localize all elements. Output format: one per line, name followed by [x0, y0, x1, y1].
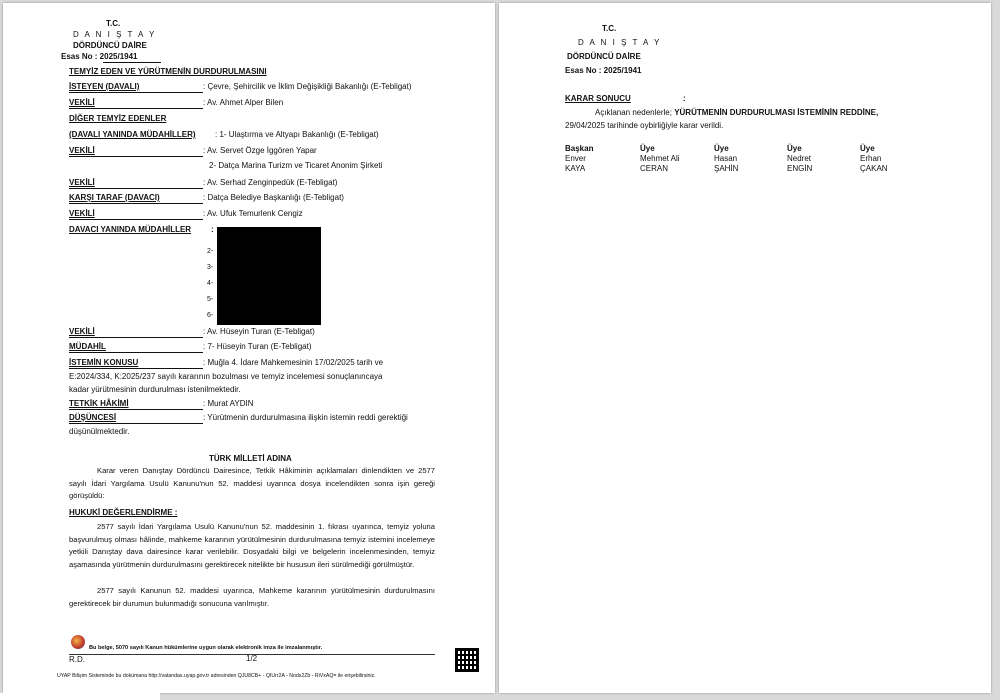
value-isteyen: : Çevre, Şehircilik ve İklim Değişikliği Bakanlığı (E-Tebligat): [203, 82, 412, 91]
label-vekili-2: VEKİLİ: [69, 146, 95, 155]
karar-text-line2: 29/04/2025 tarihinde oybirliğiyle karar verildi.: [565, 121, 724, 130]
e-signature-stamp-icon: [71, 635, 85, 649]
rule: [69, 352, 203, 353]
value-vekili-4: : Av. Ufuk Temurlenk Cengiz: [203, 209, 303, 218]
signatory-role: Üye: [860, 144, 875, 153]
rule: [69, 368, 203, 369]
header-tc: T.C.: [602, 24, 617, 33]
rule: [69, 423, 203, 424]
value-vekili-3: : Av. Serhad Zenginpedük (E-Tebligat): [203, 178, 338, 187]
istem-line-2: E:2024/334, K:2025/237 sayılı kararının bozulması ve temyiz incelemesi sonuçlanıncaya: [69, 372, 383, 381]
header-tc: T.C.: [106, 19, 121, 28]
signatory-last: ŞAHİN: [714, 164, 739, 173]
document-page-1: [3, 3, 495, 693]
signatory-first: Nedret: [787, 154, 812, 163]
value-davali-mudahil: : 1- Ulaştırma ve Altyapı Bakanlığı (E-Tebligat): [215, 130, 379, 139]
value-vekili: : Av. Ahmet Alper Bilen: [203, 98, 284, 107]
section-title: TEMYİZ EDEN VE YÜRÜTMENİN DURDURULMASINI: [69, 67, 267, 76]
signatory-last: ÇAKAN: [860, 164, 888, 173]
redacted-number: 5-: [207, 296, 214, 303]
hukuki-title: HUKUKİ DEĞERLENDİRME :: [69, 508, 178, 517]
label-vekili-3: VEKİLİ: [69, 178, 95, 187]
document-page-2: [499, 3, 991, 693]
footer-page-number: 1/2: [246, 654, 258, 663]
footer-uyap: UYAP Bilişim Sisteminde bu dokümana http://vatandas.uyap.gov.tr adresinden QJU8CB+ - QIUrr2A - Nods2Zb - RiVxAQ= ile erişebilirsiniz.: [57, 673, 376, 679]
header-esas: Esas No : 2025/1941: [565, 66, 642, 75]
rule: [69, 108, 203, 109]
value-mudahil: : 7- Hüseyin Turan (E-Tebligat): [203, 342, 312, 351]
value-vekili-2: : Av. Servet Özge İggören Yapar: [203, 146, 317, 155]
label-karar-sonucu: KARAR SONUCU: [565, 94, 631, 103]
signatory-first: Enver: [565, 154, 586, 163]
value-marina: 2- Datça Marina Turizm ve Ticaret Anonim Şirketi: [209, 161, 383, 170]
qr-code-icon: [455, 648, 479, 672]
signatory-role: Üye: [714, 144, 729, 153]
esas-underline: [103, 62, 161, 63]
footer-rd: R.D.: [69, 655, 85, 664]
signatory-first: Hasan: [714, 154, 738, 163]
label-diger: DİĞER TEMYİZ EDENLER: [69, 114, 167, 123]
label-davaci-mudahil: DAVACI YANINDA MÜDAHİLLER: [69, 225, 192, 234]
label-vekili-4: VEKİLİ: [69, 209, 95, 218]
value-dusunce-2: düşünülmektedir.: [69, 427, 130, 436]
value-karsi-taraf: : Datça Belediye Başkanlığı (E-Tebligat): [203, 193, 344, 202]
label-mudahil: MÜDAHİL: [69, 342, 106, 351]
label-isteyen: İSTEYEN (DAVALI): [69, 82, 140, 91]
label-dusunce: DÜŞÜNCESİ: [69, 413, 117, 422]
label-vekili: VEKİLİ: [69, 98, 95, 107]
signatory-last: CERAN: [640, 164, 669, 173]
signatory-role: Başkan: [565, 144, 594, 153]
header-court: D A N I Ş T A Y: [578, 38, 662, 47]
paragraph-1: Karar veren Danıştay Dördüncü Dairesince, Tetkik Hâkiminin açıklamaları dinlendikten ve 2577 sayılı İdari Yargılama Usulü Kanunu'nun 52. maddesi uyarınca dosya incelendikten sonra işin gereği görüşüldü:: [69, 466, 435, 500]
rule: [69, 156, 203, 157]
value-tetkik: : Murat AYDIN: [203, 399, 254, 408]
label-davali-mudahil: (DAVALI YANINDA MÜDAHİLLER): [69, 130, 196, 139]
rule: [69, 188, 203, 189]
rule: [69, 92, 203, 93]
rule: [69, 409, 203, 410]
redacted-number: 4-: [207, 280, 214, 287]
rule: [69, 337, 203, 338]
redacted-number: 3-: [207, 264, 214, 271]
redacted-number: 2-: [207, 248, 214, 255]
label-vekili-5: VEKİLİ: [69, 327, 95, 336]
center-title: TÜRK MİLLETİ ADINA: [209, 454, 292, 463]
footer-notice: Bu belge, 5070 sayılı Kanun hükümlerine uygun olarak elektronik imza ile imzalanmıştır.: [89, 645, 323, 651]
signatory-role: Üye: [640, 144, 655, 153]
value-dusunce: : Yürütmenin durdurulmasına ilişkin istemin reddi gerektiği: [203, 413, 408, 422]
istem-line-3: kadar yürütmesinin durdurulması istenilmektedir.: [69, 385, 241, 394]
paragraph-3: 2577 sayılı Kanunun 52. maddesi uyarınca, Mahkeme kararının yürütülmesinin durdurulmasını gerektirecek bir durumun bulunmadığı sonucuna varılmıştır.: [69, 586, 435, 608]
signatory-role: Üye: [787, 144, 802, 153]
page-edge-strip: [0, 693, 160, 700]
header-esas: Esas No : 2025/1941: [61, 52, 138, 61]
signatory-last: ENGİN: [787, 164, 813, 173]
signatory-first: Mehmet Ali: [640, 154, 680, 163]
redaction-box: [217, 227, 321, 325]
rule: [69, 203, 203, 204]
header-chamber: DÖRDÜNCÜ DAİRE: [73, 41, 147, 50]
karar-text: Açıklanan nedenlerle; YÜRÜTMENİN DURDURULMASI İSTEMİNİN REDDİNE,: [595, 108, 879, 117]
value-davaci-mudahil: :: [211, 225, 214, 234]
label-karsi-taraf: KARŞI TARAF (DAVACI): [69, 193, 160, 202]
label-istem: İSTEMİN KONUSU: [69, 358, 139, 367]
signatory-last: KAYA: [565, 164, 586, 173]
header-chamber: DÖRDÜNCÜ DAİRE: [567, 52, 641, 61]
karar-colon: :: [683, 94, 686, 103]
label-tetkik: TETKİK HÂKİMİ: [69, 399, 129, 408]
redacted-number: 6-: [207, 312, 214, 319]
istem-line-1: : Muğla 4. İdare Mahkemesinin 17/02/2025 tarih ve: [203, 358, 384, 367]
paragraph-2: 2577 sayılı İdari Yargılama Usulü Kanunu'nun 52. maddesinin 1. fıkrası uyarınca, temyiz yoluna başvurulmuş olması hâlinde, mahkeme kararının yürütülmesinin durdurulmasına temyiz istemini incelemeye yetkili Danıştay dava dairesince karar verilebilir. Dosyadaki bilgi ve belgelerin incelenmesinden, temyiz aşamasında yürütmenin durdurulmasını gerektirecek nitelikte bir hususun ileri sürülmediği görülmüştür.: [69, 522, 435, 569]
header-court: D A N I Ş T A Y: [73, 30, 157, 39]
value-vekili-5: : Av. Hüseyin Turan (E-Tebligat): [203, 327, 315, 336]
rule: [69, 219, 203, 220]
signatory-first: Erhan: [860, 154, 882, 163]
